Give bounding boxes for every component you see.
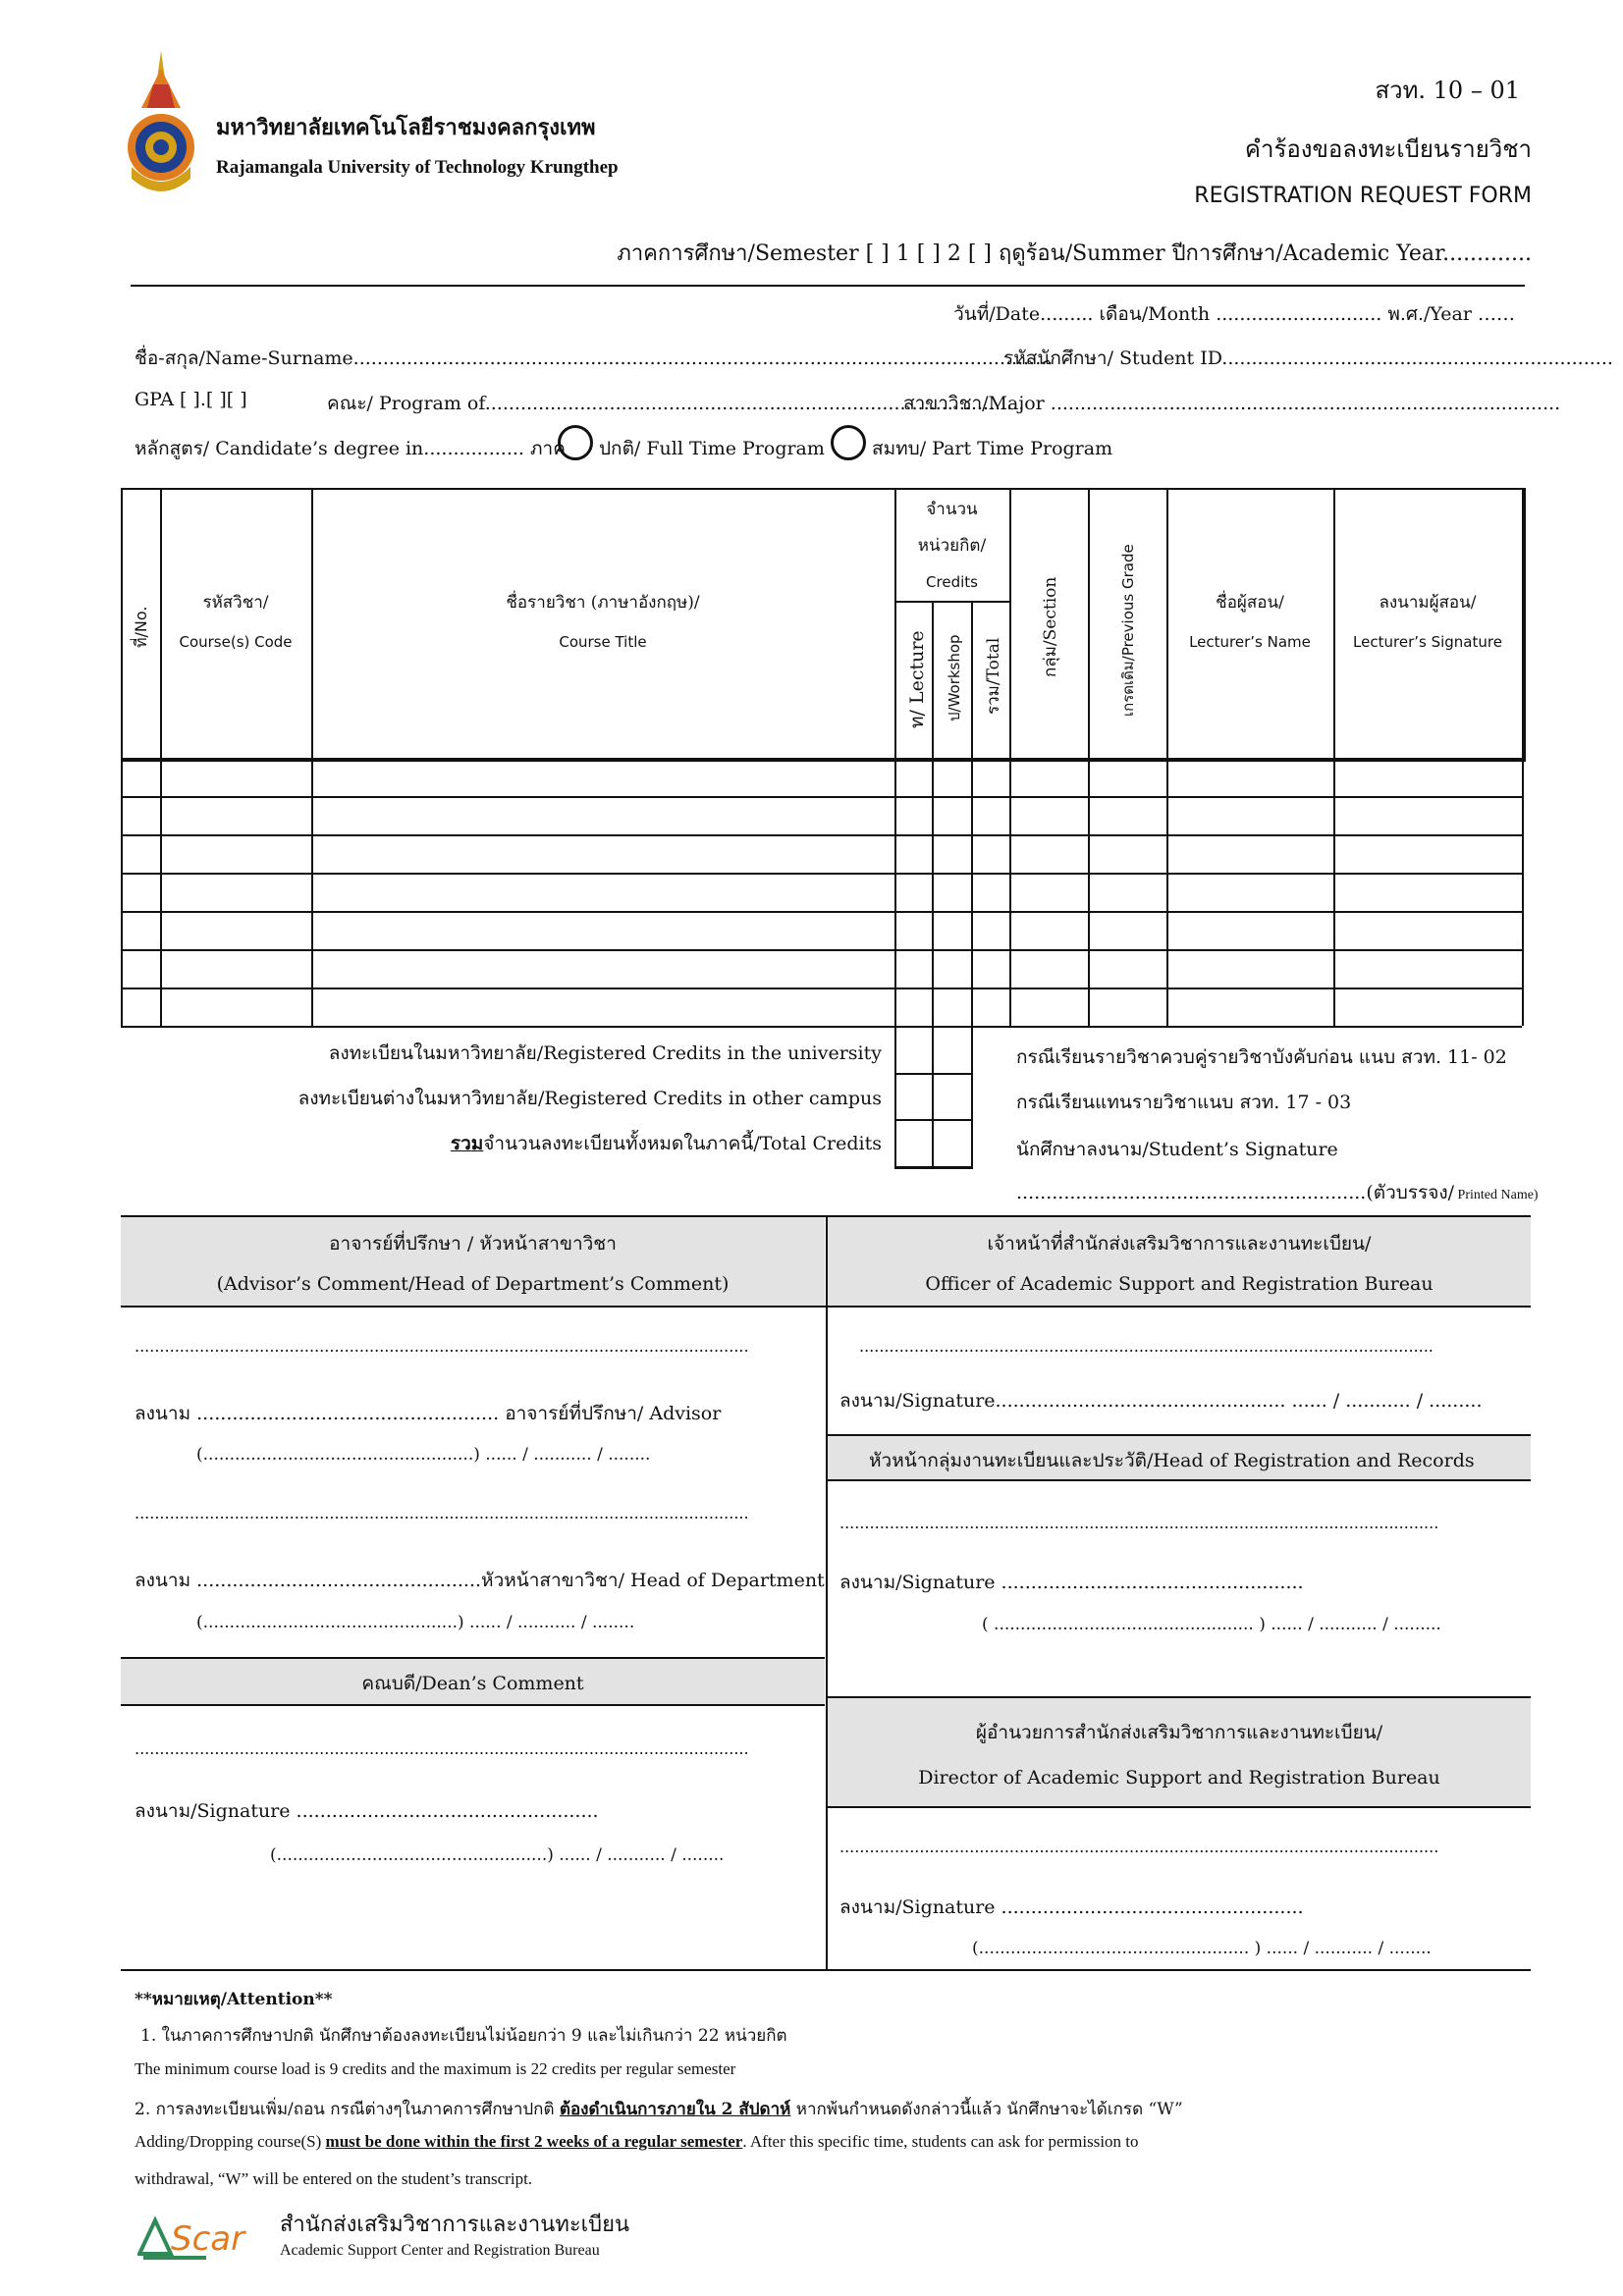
course-table-header (121, 488, 1526, 762)
col-lecturer-en: Lecturer’s Name (1189, 633, 1311, 651)
full-time-radio[interactable] (558, 425, 593, 460)
substitute-note: กรณีเรียนแทนรายวิชาแนบ สวท. 17 - 03 (1016, 1092, 1352, 1113)
head-signature: ลงนาม ................................................หัวหน้าสาขาวิชา/ Head of Department (135, 1570, 825, 1591)
printed-name-line: ...........................................................(ตัวบรรจง/ Printed Name) (1016, 1182, 1539, 1203)
degree-field: หลักสูตร/ Candidate’s degree in................. ภาค (135, 438, 566, 459)
director-signature: ลงนาม/Signature ................................................... (839, 1896, 1304, 1918)
col-no: ที่/No. (132, 606, 150, 648)
col-total: รวม/Total (984, 637, 1003, 715)
date-line: วันที่/Date......... เดือน/Month ............................ พ.ศ./Year …… (953, 303, 1515, 325)
officer-comment-line[interactable]: ................................................................................................................... (859, 1337, 1434, 1356)
col-workshop: ป/Workshop (946, 634, 963, 721)
col-signature-en: Lecturer’s Signature (1353, 633, 1502, 651)
part-time-radio[interactable] (831, 425, 866, 460)
note-3-en: withdrawal, “W” will be entered on the student’s transcript. (135, 2169, 533, 2188)
ascar-logo (137, 2207, 270, 2262)
header-divider (131, 285, 1525, 287)
col-section: กลุ่ม/Section (1041, 576, 1060, 677)
registrar-name-date: ( ................................................. ) ...... / ........... / ......... (982, 1615, 1441, 1634)
officer-signature: ลงนาม/Signature................................................. ...... / ........... / ......... (839, 1390, 1483, 1412)
prerequisite-note: กรณีเรียนรายวิชาควบคู่รายวิชาบังคับก่อน แนบ สวท. 11- 02 (1016, 1046, 1507, 1068)
semester-line: ภาคการศึกษา/Semester [ ] 1 [ ] 2 [ ] ฤดูร้อน/Summer ปีการศึกษา/Academic Year............. (617, 241, 1532, 266)
bureau-name-th: สำนักส่งเสริมวิชาการและงานทะเบียน (280, 2213, 630, 2237)
note-1-th: 1. ในภาคการศึกษาปกติ นักศึกษาต้องลงทะเบียนไม่น้อยกว่า 9 และไม่เกินกว่า 22 หน่วยกิต (140, 2026, 787, 2046)
university-name-en: Rajamangala University of Technology Krungthep (216, 157, 619, 178)
bureau-name-en: Academic Support Center and Registration Bureau (280, 2242, 600, 2259)
director-name-date: (................................................... ) ...... / ........... / ........ (972, 1939, 1432, 1958)
col-lecture: ท/ Lecture (906, 630, 928, 728)
dean-comment-line[interactable]: ........................................................................................................................... (135, 1739, 749, 1758)
col-lecturer-th: ชื่อผู้สอน/ (1216, 593, 1284, 613)
dean-name-date: (...................................................) ...... / ........... / ........ (270, 1845, 725, 1865)
col-signature-th: ลงนามผู้สอน/ (1379, 593, 1477, 613)
advisor-comment-line[interactable]: ........................................................................................................................... (135, 1337, 749, 1356)
form-code: สวท. 10 – 01 (1375, 77, 1520, 104)
advisor-signature: ลงนาม ................................................... อาจารย์ที่ปรึกษา/ Advisor (135, 1403, 722, 1424)
dean-heading: คณบดี/Dean’s Comment (361, 1673, 584, 1694)
name-field: ชื่อ-สกุล/Name-Surname...................................................................................................................... (135, 347, 1054, 369)
head-comment-line[interactable]: ........................................................................................................................... (135, 1504, 749, 1522)
col-code-th: รหัสวิชา/ (202, 593, 269, 613)
director-heading-th: ผู้อำนวยการสำนักส่งเสริมวิชาการและงานทะเบียน/ (975, 1722, 1383, 1743)
note-1-en: The minimum course load is 9 credits and the maximum is 22 credits per regular semester (135, 2059, 736, 2078)
svg-text:Scar: Scar (171, 2219, 245, 2259)
director-heading-en: Director of Academic Support and Registration Bureau (918, 1767, 1440, 1789)
col-code-en: Course(s) Code (179, 633, 293, 651)
director-comment-line[interactable]: ........................................................................................................................ (839, 1838, 1439, 1856)
note-2-th: 2. การลงทะเบียนเพิ่ม/ถอน กรณีต่างๆในภาคการศึกษาปกติ ต้องดำเนินการภายใน 2 สัปดาห์ หากพ้นกำหนดดังกล่าวนี้แล้ว นักศึกษาจะได้เกรด “W” (135, 2100, 1183, 2119)
advisor-heading-th: อาจารย์ที่ปรึกษา / หัวหน้าสาขาวิชา (329, 1233, 617, 1255)
university-name-th: มหาวิทยาลัยเทคโนโลยีราชมงคลกรุงเทพ (216, 115, 596, 140)
major-field: สาขาวิชา/Major ...................................................................................... (903, 393, 1561, 414)
student-signature-label: นักศึกษาลงนาม/Student’s Signature (1016, 1139, 1338, 1160)
col-previous-grade: เกรดเดิม/Previous Grade (1119, 544, 1137, 717)
student-id-field: รหัสนักศึกษา/ Student ID.................................................................. (1003, 347, 1613, 369)
form-title-en: REGISTRATION REQUEST FORM (1194, 184, 1532, 208)
head-name-date: (................................................) ...... / ........... / ........ (196, 1613, 635, 1632)
part-time-label: สมทบ/ Part Time Program (872, 438, 1113, 459)
attention-heading: **หมายเหตุ/Attention** (135, 1990, 333, 2009)
dean-signature: ลงนาม/Signature ................................................... (135, 1800, 599, 1822)
registered-other-label: ลงทะเบียนต่างในมหาวิทยาลัย/Registered Credits in other campus (298, 1088, 882, 1109)
form-title-th: คำร้องขอลงทะเบียนรายวิชา (1244, 135, 1532, 163)
advisor-heading-en: (Advisor’s Comment/Head of Department’s Comment) (216, 1273, 730, 1295)
officer-heading-th: เจ้าหน้าที่สำนักส่งเสริมวิชาการและงานทะเบียน/ (987, 1233, 1372, 1255)
registrar-heading: หัวหน้ากลุ่มงานทะเบียนและประวัติ/Head of Registration and Records (869, 1450, 1475, 1471)
credits-th2: หน่วยกิต/ (917, 536, 987, 556)
gpa-field: GPA [ ].[ ][ ] (135, 389, 247, 410)
registered-univ-label: ลงทะเบียนในมหาวิทยาลัย/Registered Credits in the university (328, 1042, 882, 1064)
note-2-en: Adding/Dropping course(S) must be done within the first 2 weeks of a regular semester. After this specific time, students can ask for permission to (135, 2132, 1139, 2151)
advisor-name-date: (...................................................) ...... / ........... / ........ (196, 1445, 651, 1465)
credits-th1: จำนวน (926, 500, 978, 519)
credits-en: Credits (926, 573, 978, 591)
program-field: คณะ/ Program of........................................................................................... (327, 393, 1025, 414)
col-title-en: Course Title (559, 633, 647, 651)
officer-heading-en: Officer of Academic Support and Registration Bureau (925, 1273, 1434, 1295)
full-time-label: ปกติ/ Full Time Program (599, 438, 825, 459)
col-title-th: ชื่อรายวิชา (ภาษาอังกฤษ)/ (506, 593, 700, 613)
total-credits-label: รวมจำนวนลงทะเบียนทั้งหมดในภาคนี้/Total Credits (450, 1133, 882, 1154)
registrar-signature: ลงนาม/Signature ................................................... (839, 1572, 1304, 1593)
university-seal (126, 49, 196, 194)
registrar-comment-line[interactable]: ........................................................................................................................ (839, 1514, 1439, 1532)
